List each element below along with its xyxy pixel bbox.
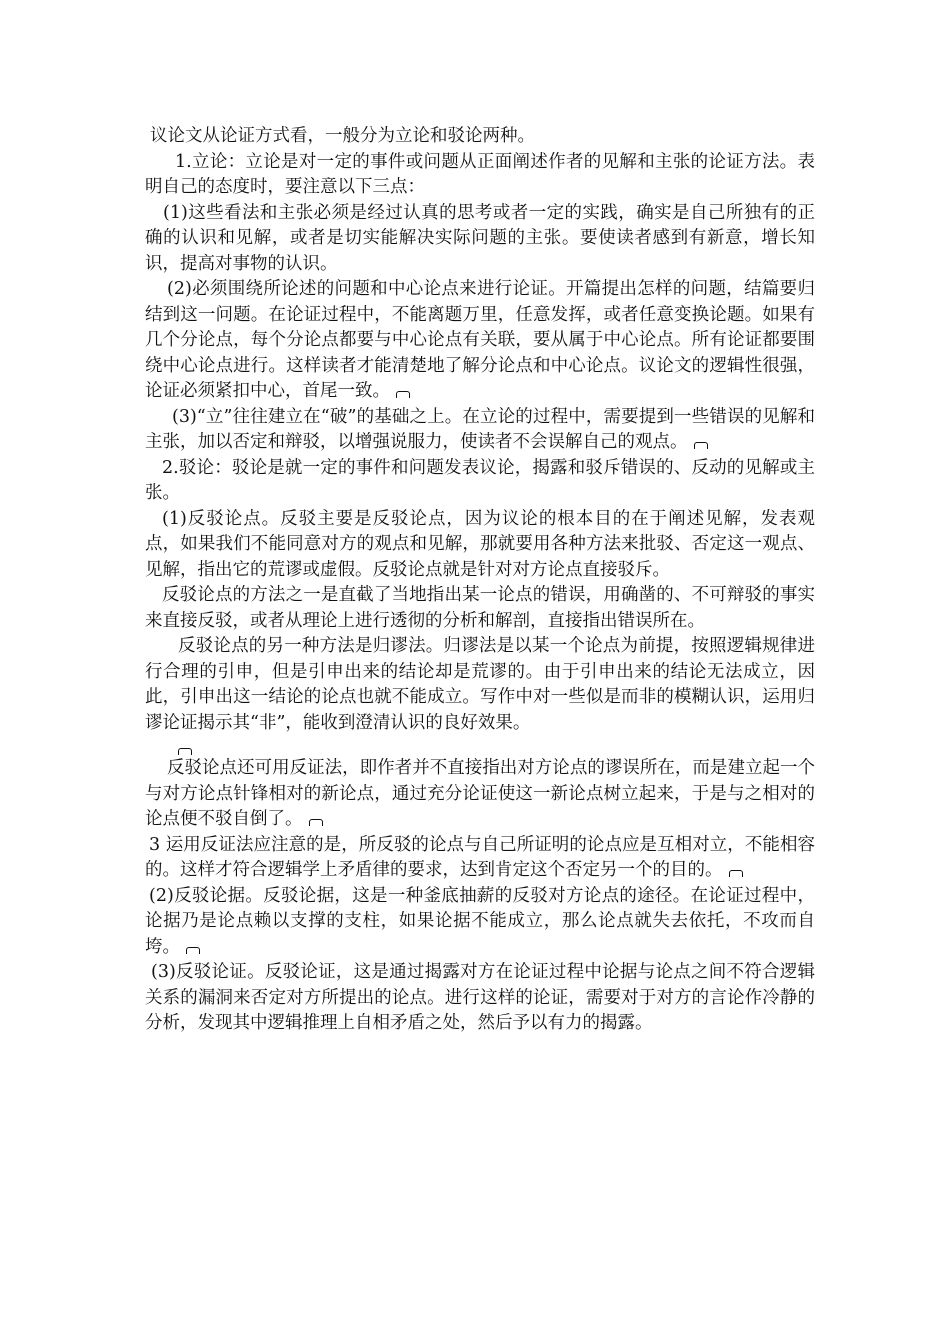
- paragraph-bolun: 2.驳论：驳论是就一定的事件和问题发表议论，揭露和驳斥错误的、反动的见解或主张。: [145, 457, 815, 503]
- paragraph-lilun-point-3: (3)“立”往往建立在“破”的基础之上。在立论的过程中，需要提到一些错误的见解和主张，加以否定和辩驳，以增强说服力，使读者不会误解自己的观点。: [145, 406, 815, 452]
- paragraph-lilun-point-2: (2)必须围绕所论述的问题和中心论点来进行论证。开篇提出怎样的问题，结篇要归结到这一问题。在论证过程中，不能离题万里，任意发挥，或者任意变换论题。如果有几个分论点，每个分论点都要与中心论点有关联，要从属于中心论点。所有论证都要围绕中心论点进行。这样读者才能清楚地了解分论点和中心论点。议论文的逻辑性很强，论证必须紧扣中心，首尾一致。: [145, 279, 815, 401]
- paragraph-reductio-note: 3 运用反证法应注意的是，所反驳的论点与自己所证明的论点应是互相对立，不能相容的。这样才符合逻辑学上矛盾律的要求，达到肯定这个否定另一个的目的。: [145, 834, 815, 880]
- document-body: [145, 124, 815, 1037]
- paragraph-bolun-point-3: (3)反驳论证。反驳论证，这是通过揭露对方在论证过程中论据与论点之间不符合逻辑关系的漏洞来否定对方所提出的论点。进行这样的论证，需要对于对方的言论作冷静的分析，发现其中逻辑推理上自相矛盾之处，然后予以有力的揭露。: [145, 962, 815, 1033]
- paragraph-end-mark-icon: [396, 391, 410, 398]
- paragraph-lilun: 1.立论：立论是对一定的事件或问题从正面阐述作者的见解和主张的论证方法。表明自己的态度时，要注意以下三点：: [145, 151, 815, 197]
- paragraph-intro: 议论文从论证方式看，一般分为立论和驳论两种。: [150, 126, 535, 146]
- paragraph-end-mark-icon: [729, 870, 743, 877]
- paragraph-bolun-point-2: (2)反驳论据。反驳论据，这是一种釜底抽薪的反驳对方论点的途径。在论证过程中，论据乃是论点赖以支撑的支柱，如果论据不能成立，那么论点就失去依托，不攻而自垮。: [145, 885, 815, 957]
- paragraph-refute-method-3: 反驳论点还可用反证法，即作者并不直接指出对方论点的谬误所在，而是建立起一个与对方论点针锋相对的新论点，通过充分论证使这一新论点树立起来，于是与之相对的论点便不驳自倒了。: [145, 758, 815, 829]
- paragraph-end-mark-icon: [178, 748, 192, 755]
- paragraph-lilun-point-1: (1)这些看法和主张必须是经过认真的思考或者一定的实践，确实是自己所独有的正确的认识和见解，或者是切实能解决实际问题的主张。要使读者感到有新意，增长知识，提高对事物的认识。: [145, 202, 815, 274]
- paragraph-refute-method-1: 反驳论点的方法之一是直截了当地指出某一论点的错误，用确凿的、不可辩驳的事实来直接反驳，或者从理论上进行透彻的分析和解剖，直接指出错误所在。: [145, 585, 815, 631]
- paragraph-bolun-point-1: (1)反驳论点。反驳主要是反驳论点，因为议论的根本目的在于阐述见解，发表观点，如果我们不能同意对方的观点和见解，那就要用各种方法来批驳、否定这一观点、见解，指出它的荒谬或虚假。反驳论点就是针对对方论点直接驳斥。: [145, 508, 815, 580]
- paragraph-end-mark-icon: [186, 947, 200, 954]
- paragraph-end-mark-icon: [309, 819, 323, 826]
- paragraph-end-mark-icon: [694, 442, 708, 449]
- paragraph-refute-method-2: 反驳论点的另一种方法是归谬法。归谬法是以某一个论点为前提，按照逻辑规律进行合理的引申，但是引申出来的结论却是荒谬的。由于引申出来的结论无法成立，因此，引申出这一结论的论点也就不能成立。写作中对一些似是而非的模糊认识，运用归谬论证揭示其“非”，能收到澄清认识的良好效果。: [145, 634, 815, 756]
